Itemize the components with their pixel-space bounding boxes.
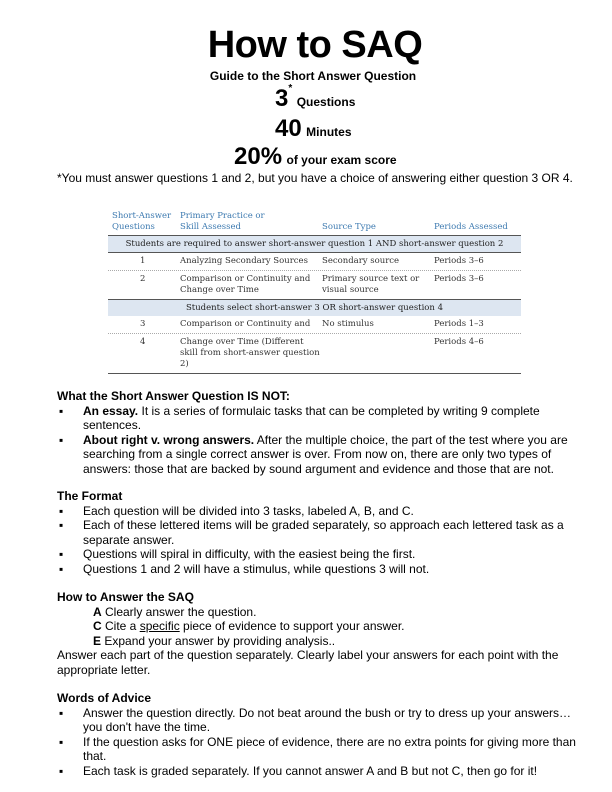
list-item: ▪ Each of these lettered items will be graded separately, so approach each lettered task as a separate answer.	[59, 518, 564, 547]
list-item: ▪ Questions 1 and 2 will have a stimulus, while questions 3 will not.	[59, 561, 430, 576]
step-a: A Clearly answer the question.	[93, 604, 257, 619]
bullet-icon: ▪	[59, 561, 64, 576]
choice-band: Students select short-answer 3 OR short-answer question 4	[108, 299, 521, 316]
not-section	[57, 389, 587, 476]
list-item: ▪ Questions will spiral in difficulty, with the easiest being the first.	[59, 547, 416, 561]
stat-questions	[275, 85, 355, 113]
bullet-icon: ▪	[59, 403, 64, 418]
stat-value: 3	[275, 85, 289, 112]
list-item: ▪ Answer the question directly. Do not beat around the bush or try to dress up your answers… you don't have the time.	[59, 705, 572, 734]
bullet-icon: ▪	[59, 432, 64, 447]
header-periods: Periods Assessed	[434, 222, 508, 232]
stat-label: Minutes	[306, 125, 352, 139]
bullet-icon: ▪	[59, 705, 64, 720]
table-header	[108, 203, 521, 236]
bullet-icon: ▪	[59, 734, 64, 749]
bullet-icon: ▪	[59, 518, 64, 532]
bullet-icon: ▪	[59, 547, 64, 561]
section-heading: The Format	[57, 489, 123, 503]
bullet-icon: ▪	[59, 763, 64, 778]
closing-text: Answer each part of the question separately. Clearly label your answers for each point with the appropriate letter.	[57, 648, 559, 677]
header-skill: Primary Practice or Skill Assessed	[180, 211, 265, 232]
table-row: 1 Analyzing Secondary Sources Secondary source Periods 3–6	[108, 253, 521, 271]
section-heading: Words of Advice	[57, 691, 152, 705]
header-source: Source Type	[322, 222, 376, 232]
list-item: ▪ Each question will be divided into 3 tasks, labeled A, B, and C.	[59, 503, 414, 518]
stat-exam-score	[234, 143, 397, 171]
table-row: 4 Change over Time (Different skill from short-answer question 2) Periods 4–6	[108, 334, 521, 374]
list-item: ▪ If the question asks for ONE piece of evidence, there are no extra points for giving more than that.	[59, 734, 576, 763]
page-subtitle: Guide to the Short Answer Question	[209, 69, 417, 83]
format-section	[57, 489, 587, 576]
how-section	[57, 590, 587, 677]
step-c: C Cite a specific piece of evidence to support your answer.	[93, 619, 405, 633]
header-questions: Short-Answer Questions	[112, 211, 172, 232]
list-item: ▪ An essay. It is a series of formulaic tasks that can be completed by writing 9 complete sentences.	[59, 403, 540, 432]
saq-table	[108, 203, 521, 374]
bullet-icon: ▪	[59, 503, 64, 518]
section-heading: How to Answer the SAQ	[57, 590, 194, 604]
stat-label: of your exam score	[286, 153, 397, 167]
list-item: ▪ Each task is graded separately. If you cannot answer A and B but not C, then go for it!	[59, 763, 538, 778]
table-row: 2 Comparison or Continuity and Change over Time Primary source text or visual source Periods 3–6	[140, 274, 484, 295]
footnote: *You must answer questions 1 and 2, but you have a choice of answering either question 3 OR 4.	[57, 171, 573, 185]
footnote-marker: *	[288, 83, 293, 94]
step-e: E Expand your answer by providing analysis..	[93, 633, 336, 648]
stat-value: 20%	[234, 143, 283, 170]
stat-minutes	[275, 115, 352, 143]
stat-label: Questions	[296, 95, 356, 109]
section-heading: What the Short Answer Question IS NOT:	[57, 389, 290, 403]
advice-section	[57, 691, 587, 778]
table-row: 3 Comparison or Continuity and No stimulus Periods 1–3	[108, 316, 521, 334]
list-item: ▪ About right v. wrong answers. After the multiple choice, the part of the test where you are searching from a single correct answer is over. From now on, there are only two types of answers: those that are backed by sound argument and evidence and those that are not.	[59, 432, 568, 476]
required-band: Students are required to answer short-answer question 1 AND short-answer question 2	[108, 236, 521, 253]
page-title: How to SAQ	[207, 24, 423, 66]
stat-value: 40	[275, 115, 302, 142]
